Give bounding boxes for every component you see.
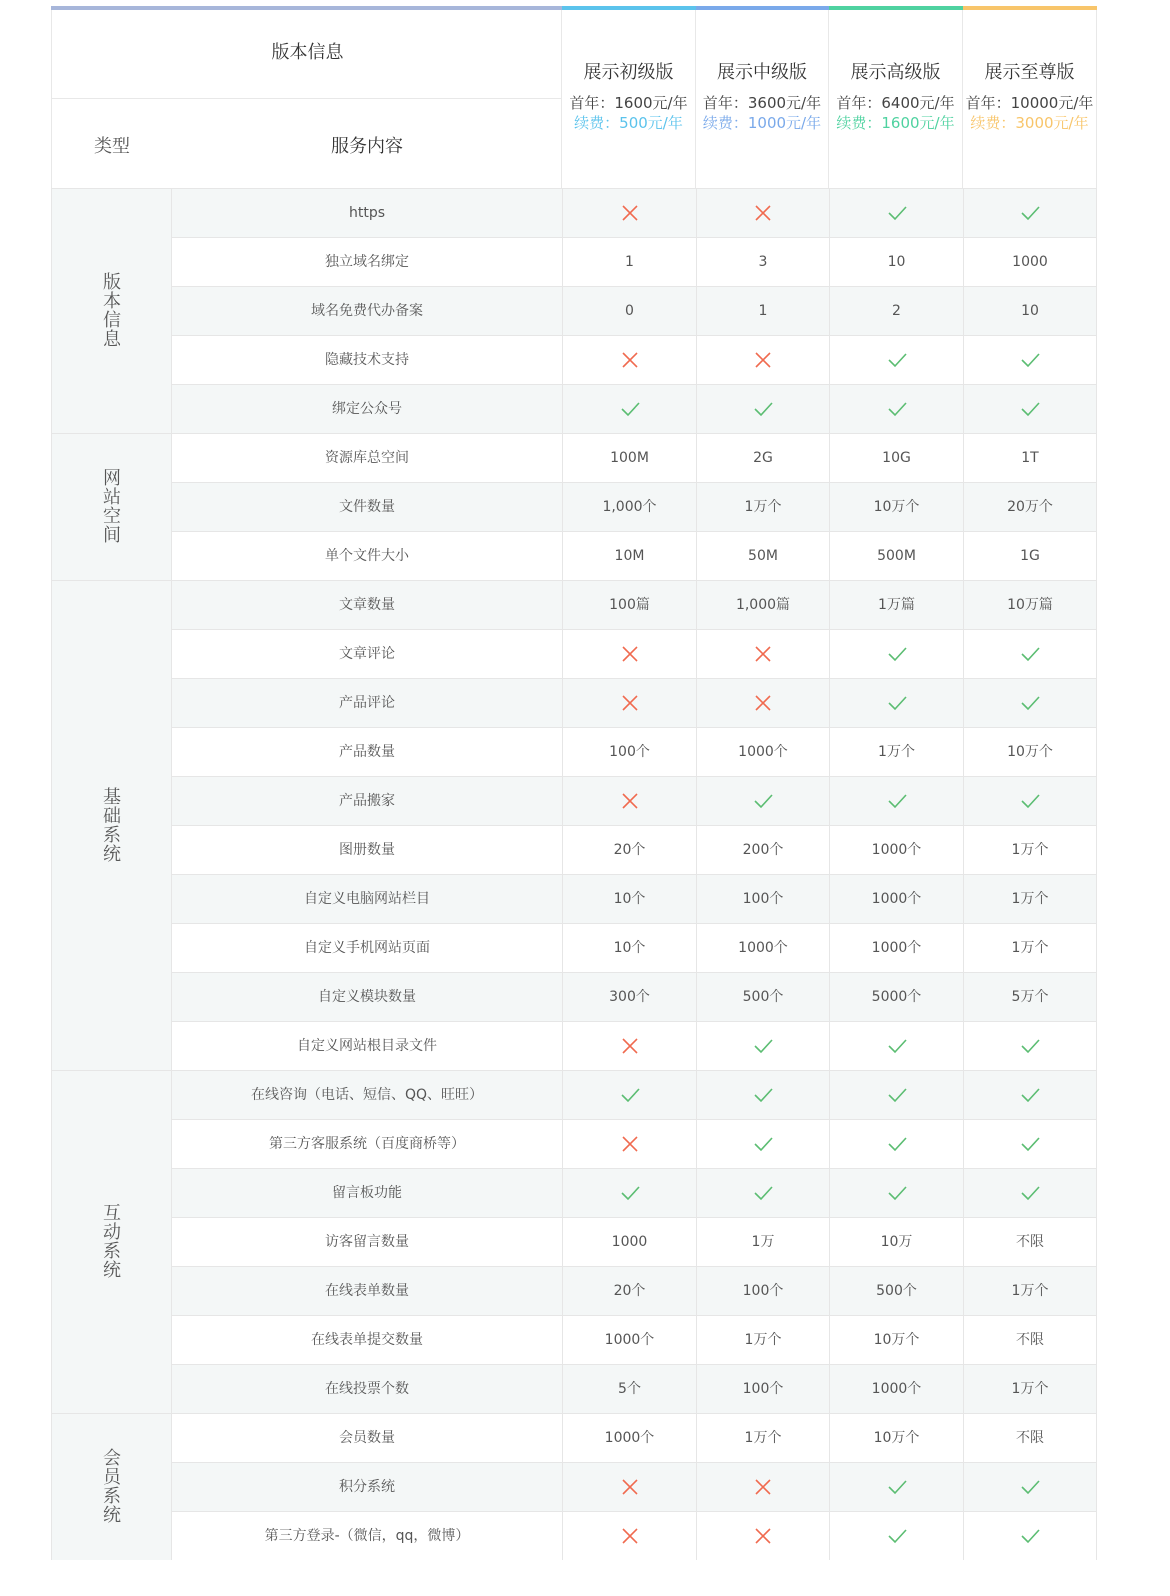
- check-icon: [620, 399, 640, 419]
- feature-value: 10万: [829, 1218, 963, 1266]
- feature-value: 200个: [696, 826, 829, 874]
- feature-value: 1000个: [829, 924, 963, 972]
- check-icon: [753, 1036, 773, 1056]
- feature-value: 1: [696, 287, 829, 335]
- feature-included: [963, 630, 1097, 678]
- category-cell: [51, 1070, 172, 1413]
- feature-excluded: [696, 189, 829, 237]
- feature-included: [963, 189, 1097, 237]
- plan-header-basic: [562, 10, 696, 188]
- cross-icon: [620, 644, 640, 664]
- feature-included: [829, 679, 963, 727]
- plan-renew-price: 续费：500元/年: [574, 114, 683, 132]
- check-icon: [887, 1085, 907, 1105]
- check-icon: [620, 1183, 640, 1203]
- cross-icon: [620, 693, 640, 713]
- table-row: [171, 727, 1097, 776]
- feature-name: 在线投票个数: [171, 1365, 562, 1413]
- feature-value: 10: [963, 287, 1097, 335]
- check-icon: [887, 399, 907, 419]
- feature-included: [696, 385, 829, 433]
- cross-icon: [620, 350, 640, 370]
- table-row: [171, 825, 1097, 874]
- check-icon: [887, 203, 907, 223]
- feature-included: [696, 1071, 829, 1119]
- category-cell: [51, 188, 172, 433]
- check-icon: [1020, 791, 1040, 811]
- check-icon: [887, 1526, 907, 1546]
- check-icon: [1020, 203, 1040, 223]
- cross-icon: [620, 1526, 640, 1546]
- feature-included: [696, 1169, 829, 1217]
- feature-value: 10万个: [829, 1316, 963, 1364]
- cross-icon: [753, 644, 773, 664]
- feature-value: 2: [829, 287, 963, 335]
- feature-name: 自定义手机网站页面: [171, 924, 562, 972]
- feature-name: 资源库总空间: [171, 434, 562, 482]
- feature-value: 10个: [562, 924, 696, 972]
- feature-value: 1000个: [562, 1316, 696, 1364]
- table-row: [171, 1070, 1097, 1119]
- feature-included: [963, 777, 1097, 825]
- feature-included: [829, 1463, 963, 1511]
- type-column-header: 类型: [94, 136, 130, 157]
- feature-value: 100M: [562, 434, 696, 482]
- feature-value: 50M: [696, 532, 829, 580]
- feature-name: 访客留言数量: [171, 1218, 562, 1266]
- check-icon: [887, 693, 907, 713]
- table-row: [171, 1119, 1097, 1168]
- version-info-title: 版本信息: [271, 42, 344, 63]
- feature-name: 自定义模块数量: [171, 973, 562, 1021]
- feature-value: 1000: [562, 1218, 696, 1266]
- feature-value: 3: [696, 238, 829, 286]
- feature-included: [829, 385, 963, 433]
- category-label: 会 员 系 统: [103, 1448, 121, 1526]
- check-icon: [887, 644, 907, 664]
- feature-included: [562, 1169, 696, 1217]
- feature-value: 1万个: [963, 1365, 1097, 1413]
- feature-value: 100个: [696, 1267, 829, 1315]
- feature-included: [829, 630, 963, 678]
- plan-renew-price: 续费：1000元/年: [702, 114, 822, 132]
- plan-first-year-price: 首年：10000元/年: [965, 94, 1094, 112]
- feature-value: 1万个: [696, 483, 829, 531]
- check-icon: [887, 1477, 907, 1497]
- feature-value: 1万个: [963, 924, 1097, 972]
- feature-value: 1000个: [562, 1414, 696, 1462]
- plan-name: 展示高级版: [850, 62, 941, 83]
- check-icon: [753, 1085, 773, 1105]
- category-cell: [51, 433, 172, 580]
- cross-icon: [620, 1134, 640, 1154]
- feature-value: 1T: [963, 434, 1097, 482]
- feature-included: [963, 385, 1097, 433]
- check-icon: [753, 1134, 773, 1154]
- check-icon: [1020, 1134, 1040, 1154]
- table-row: [171, 1364, 1097, 1413]
- category-label: 互 动 系 统: [103, 1203, 121, 1281]
- check-icon: [1020, 1036, 1040, 1056]
- table-row: [171, 188, 1097, 237]
- table-row: [171, 923, 1097, 972]
- feature-value: 1万个: [963, 875, 1097, 923]
- feature-included: [963, 679, 1097, 727]
- feature-included: [963, 1120, 1097, 1168]
- table-row: [171, 1021, 1097, 1070]
- feature-value: 5个: [562, 1365, 696, 1413]
- feature-included: [562, 385, 696, 433]
- feature-excluded: [696, 630, 829, 678]
- plan-header-advanced: [829, 10, 963, 188]
- feature-name: 文章评论: [171, 630, 562, 678]
- table-row: [171, 580, 1097, 629]
- table-row: [171, 1315, 1097, 1364]
- feature-name: 会员数量: [171, 1414, 562, 1462]
- feature-excluded: [562, 1463, 696, 1511]
- plan-name: 展示至尊版: [984, 62, 1075, 83]
- feature-value: 10M: [562, 532, 696, 580]
- feature-excluded: [696, 1463, 829, 1511]
- feature-name: 产品数量: [171, 728, 562, 776]
- feature-value: 1,000个: [562, 483, 696, 531]
- table-row: [171, 874, 1097, 923]
- feature-value: 10个: [562, 875, 696, 923]
- header-left: [51, 10, 562, 188]
- feature-included: [963, 1512, 1097, 1560]
- feature-value: 1,000篇: [696, 581, 829, 629]
- feature-value: 100个: [562, 728, 696, 776]
- feature-name: 产品评论: [171, 679, 562, 727]
- cross-icon: [620, 791, 640, 811]
- feature-name: 单个文件大小: [171, 532, 562, 580]
- table-row: [171, 335, 1097, 384]
- feature-value: 100篇: [562, 581, 696, 629]
- table-row: [171, 629, 1097, 678]
- check-icon: [1020, 1526, 1040, 1546]
- feature-name: 域名免费代办备案: [171, 287, 562, 335]
- cross-icon: [753, 1477, 773, 1497]
- feature-name: 自定义网站根目录文件: [171, 1022, 562, 1070]
- table-row: [171, 776, 1097, 825]
- feature-value: 500个: [696, 973, 829, 1021]
- feature-value: 0: [562, 287, 696, 335]
- cross-icon: [620, 1477, 640, 1497]
- feature-included: [829, 1169, 963, 1217]
- feature-value: 1万篇: [829, 581, 963, 629]
- feature-value: 100个: [696, 1365, 829, 1413]
- feature-name: 产品搬家: [171, 777, 562, 825]
- feature-value: 1万个: [696, 1414, 829, 1462]
- cross-icon: [753, 350, 773, 370]
- feature-included: [829, 777, 963, 825]
- feature-value: 1万个: [963, 826, 1097, 874]
- feature-included: [829, 1071, 963, 1119]
- feature-value: 500M: [829, 532, 963, 580]
- feature-name: 文章数量: [171, 581, 562, 629]
- feature-name: 在线表单提交数量: [171, 1316, 562, 1364]
- table-row: [171, 1168, 1097, 1217]
- check-icon: [753, 399, 773, 419]
- check-icon: [887, 1134, 907, 1154]
- table-row: [171, 678, 1097, 727]
- feature-name: 隐藏技术支持: [171, 336, 562, 384]
- feature-value: 300个: [562, 973, 696, 1021]
- feature-name: 绑定公众号: [171, 385, 562, 433]
- table-row: [171, 1413, 1097, 1462]
- feature-name: 自定义电脑网站栏目: [171, 875, 562, 923]
- feature-included: [562, 1071, 696, 1119]
- feature-included: [829, 1120, 963, 1168]
- check-icon: [887, 350, 907, 370]
- table-row: [171, 237, 1097, 286]
- feature-included: [829, 336, 963, 384]
- feature-value: 20万个: [963, 483, 1097, 531]
- feature-excluded: [562, 777, 696, 825]
- service-column-header: 服务内容: [331, 136, 403, 157]
- table-row: [171, 1266, 1097, 1315]
- feature-value: 10万个: [963, 728, 1097, 776]
- feature-value: 1万个: [963, 1267, 1097, 1315]
- feature-name: 第三方登录-（微信，qq，微博）: [171, 1512, 562, 1560]
- plan-header-intermediate: [696, 10, 829, 188]
- feature-name: 第三方客服系统（百度商桥等）: [171, 1120, 562, 1168]
- feature-included: [963, 1022, 1097, 1070]
- feature-value: 10: [829, 238, 963, 286]
- table-row: [171, 1217, 1097, 1266]
- feature-name: 图册数量: [171, 826, 562, 874]
- feature-value: 不限: [963, 1218, 1097, 1266]
- feature-excluded: [696, 1512, 829, 1560]
- category-label: 基 础 系 统: [103, 786, 121, 865]
- feature-excluded: [562, 1120, 696, 1168]
- plan-first-year-price: 首年：3600元/年: [702, 94, 822, 112]
- feature-value: 10万篇: [963, 581, 1097, 629]
- feature-value: 20个: [562, 1267, 696, 1315]
- feature-excluded: [562, 1022, 696, 1070]
- feature-name: 留言板功能: [171, 1169, 562, 1217]
- check-icon: [887, 1036, 907, 1056]
- table-row: [171, 482, 1097, 531]
- check-icon: [1020, 350, 1040, 370]
- cross-icon: [753, 203, 773, 223]
- feature-value: 10万个: [829, 483, 963, 531]
- feature-value: 1万个: [829, 728, 963, 776]
- table-row: [171, 1511, 1097, 1560]
- check-icon: [1020, 1085, 1040, 1105]
- feature-included: [696, 777, 829, 825]
- check-icon: [1020, 644, 1040, 664]
- feature-excluded: [562, 630, 696, 678]
- category-cell: [51, 580, 172, 1070]
- check-icon: [1020, 1183, 1040, 1203]
- feature-included: [963, 1169, 1097, 1217]
- feature-name: 在线表单数量: [171, 1267, 562, 1315]
- feature-excluded: [562, 189, 696, 237]
- feature-name: https: [171, 189, 562, 237]
- feature-included: [963, 1463, 1097, 1511]
- feature-value: 1万: [696, 1218, 829, 1266]
- feature-value: 5000个: [829, 973, 963, 1021]
- check-icon: [1020, 693, 1040, 713]
- plan-first-year-price: 首年：1600元/年: [569, 94, 688, 112]
- feature-value: 10G: [829, 434, 963, 482]
- feature-value: 10万个: [829, 1414, 963, 1462]
- cross-icon: [753, 1526, 773, 1546]
- plan-name: 展示初级版: [583, 62, 674, 83]
- category-cell: [51, 1413, 172, 1560]
- feature-included: [696, 1120, 829, 1168]
- feature-value: 1G: [963, 532, 1097, 580]
- feature-excluded: [696, 679, 829, 727]
- feature-excluded: [696, 336, 829, 384]
- plan-name: 展示中级版: [717, 62, 807, 83]
- feature-value: 不限: [963, 1414, 1097, 1462]
- category-label: 网 站 空 间: [103, 468, 121, 546]
- plan-header-premium: [963, 10, 1097, 188]
- feature-name: 文件数量: [171, 483, 562, 531]
- table-row: [171, 384, 1097, 433]
- check-icon: [1020, 1477, 1040, 1497]
- feature-value: 100个: [696, 875, 829, 923]
- feature-value: 1000个: [696, 924, 829, 972]
- feature-included: [963, 1071, 1097, 1119]
- plan-first-year-price: 首年：6400元/年: [836, 94, 955, 112]
- feature-value: 1000个: [829, 875, 963, 923]
- feature-value: 2G: [696, 434, 829, 482]
- feature-value: 1000个: [829, 826, 963, 874]
- feature-excluded: [562, 1512, 696, 1560]
- feature-name: 独立域名绑定: [171, 238, 562, 286]
- table-row: [171, 531, 1097, 580]
- feature-value: 20个: [562, 826, 696, 874]
- feature-name: 在线咨询（电话、短信、QQ、旺旺）: [171, 1071, 562, 1119]
- table-row: [171, 433, 1097, 482]
- plan-renew-price: 续费：3000元/年: [970, 114, 1089, 132]
- feature-included: [963, 336, 1097, 384]
- table-row: [171, 972, 1097, 1021]
- check-icon: [1020, 399, 1040, 419]
- check-icon: [753, 1183, 773, 1203]
- feature-name: 积分系统: [171, 1463, 562, 1511]
- feature-included: [829, 1022, 963, 1070]
- check-icon: [887, 791, 907, 811]
- feature-value: 500个: [829, 1267, 963, 1315]
- check-icon: [887, 1183, 907, 1203]
- feature-value: 1万个: [696, 1316, 829, 1364]
- check-icon: [753, 791, 773, 811]
- table-row: [171, 1462, 1097, 1511]
- cross-icon: [753, 693, 773, 713]
- feature-included: [696, 1022, 829, 1070]
- cross-icon: [620, 203, 640, 223]
- check-icon: [620, 1085, 640, 1105]
- feature-included: [829, 1512, 963, 1560]
- table-row: [171, 286, 1097, 335]
- feature-excluded: [562, 679, 696, 727]
- feature-value: 1000个: [829, 1365, 963, 1413]
- category-label: 版 本 信 息: [103, 272, 121, 350]
- feature-value: 1000个: [696, 728, 829, 776]
- feature-value: 1000: [963, 238, 1097, 286]
- plan-renew-price: 续费：1600元/年: [836, 114, 955, 132]
- header-divider: [52, 98, 562, 99]
- cross-icon: [620, 1036, 640, 1056]
- feature-included: [829, 189, 963, 237]
- feature-excluded: [562, 336, 696, 384]
- feature-value: 1: [562, 238, 696, 286]
- feature-value: 5万个: [963, 973, 1097, 1021]
- feature-value: 不限: [963, 1316, 1097, 1364]
